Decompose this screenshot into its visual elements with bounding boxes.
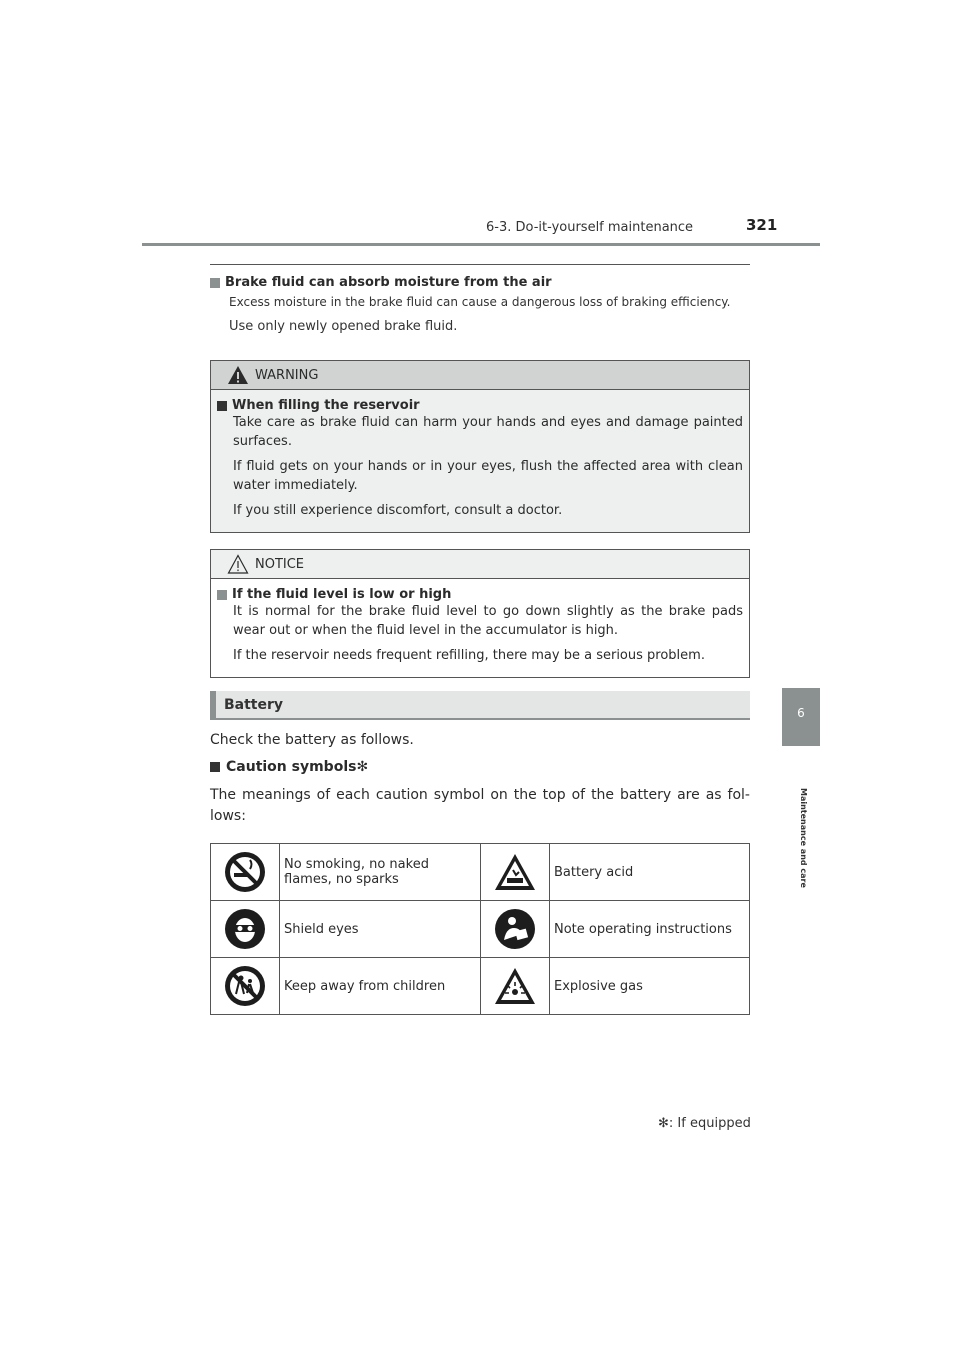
warning-header xyxy=(211,361,749,390)
notice-box xyxy=(210,549,750,678)
battery-title: Battery xyxy=(224,696,284,713)
page-number: 321 xyxy=(746,216,778,234)
caution-triangle-icon xyxy=(227,554,249,574)
content-rule xyxy=(210,264,750,265)
symbol-label: Shield eyes xyxy=(280,901,481,958)
notice-body xyxy=(211,579,749,677)
brake-fluid-heading-text: Brake fluid can absorb moisture from the air xyxy=(225,275,552,290)
operating-instructions-icon xyxy=(494,908,536,950)
square-bullet-icon xyxy=(217,590,227,600)
table-row xyxy=(211,901,750,958)
battery-intro: Check the battery as follows. xyxy=(210,732,414,748)
symbol-cell xyxy=(211,901,280,958)
brake-fluid-heading xyxy=(210,275,750,290)
no-smoking-icon xyxy=(224,851,266,893)
symbol-cell xyxy=(211,958,280,1015)
warning-body xyxy=(211,390,749,532)
caution-meaning-text: The meanings of each caution symbol on the top of the battery are as fol-lows: xyxy=(210,787,750,824)
square-bullet-icon xyxy=(217,401,227,411)
page-content xyxy=(210,264,750,1015)
symbol-label: Explosive gas xyxy=(550,958,750,1015)
if-equipped-mark: ✻ xyxy=(356,759,369,775)
symbol-cell xyxy=(481,901,550,958)
symbol-cell xyxy=(211,844,280,901)
footnote xyxy=(658,1116,751,1131)
warning-paragraph: If fluid gets on your hands or in your eyes, flush the affected area with clean water immediately. xyxy=(233,459,743,493)
warning-subheading-text: When filling the reservoir xyxy=(232,398,420,413)
caution-symbols-table xyxy=(210,843,750,1015)
explosive-gas-icon xyxy=(493,966,537,1006)
battery-section-heading xyxy=(210,691,750,720)
square-bullet-icon xyxy=(210,278,220,288)
warning-box xyxy=(210,360,750,533)
symbol-label: Keep away from children xyxy=(280,958,481,1015)
footnote-text: : If equipped xyxy=(668,1116,751,1131)
brake-fluid-text: Excess moisture in the brake fluid can cause a dangerous loss of braking efficiency. xyxy=(229,295,731,309)
battery-acid-icon xyxy=(493,852,537,892)
notice-paragraph: If the reservoir needs frequent refilling, there may be a serious problem. xyxy=(233,648,705,663)
section-title: 6-3. Do-it-yourself maintenance xyxy=(486,220,694,235)
warning-title: WARNING xyxy=(255,367,319,383)
shield-eyes-icon xyxy=(224,908,266,950)
notice-subheading-text: If the fluid level is low or high xyxy=(232,587,452,602)
header-rule xyxy=(142,243,820,246)
square-bullet-icon xyxy=(210,762,220,772)
warning-triangle-icon xyxy=(227,365,249,385)
symbol-label: Note operating instructions xyxy=(550,901,750,958)
notice-header xyxy=(211,550,749,579)
chapter-label: Maintenance and care xyxy=(799,788,808,888)
warning-subheading xyxy=(217,398,743,413)
keep-away-children-icon xyxy=(224,965,266,1007)
symbol-cell xyxy=(481,958,550,1015)
notice-title: NOTICE xyxy=(255,556,305,572)
if-equipped-mark: ✻ xyxy=(658,1116,669,1131)
notice-paragraph: It is normal for the brake fluid level to go down slightly as the brake pads wear out or when the fluid level in the accumulator is high. xyxy=(233,604,743,638)
caution-symbols-heading xyxy=(210,759,750,775)
caution-heading-text: Caution symbols xyxy=(226,759,357,775)
warning-paragraph: Take care as brake fluid can harm your hands and eyes and damage painted surfaces. xyxy=(233,415,743,449)
chapter-tab: 6 xyxy=(782,688,820,746)
notice-subheading xyxy=(217,587,743,602)
warning-paragraph: If you still experience discomfort, consult a doctor. xyxy=(233,503,563,518)
table-row xyxy=(211,844,750,901)
symbol-label: No smoking, no naked flames, no sparks xyxy=(280,844,481,901)
symbol-cell xyxy=(481,844,550,901)
brake-fluid-text-2: Use only newly opened brake fluid. xyxy=(229,319,458,334)
symbol-label: Battery acid xyxy=(550,844,750,901)
table-row xyxy=(211,958,750,1015)
